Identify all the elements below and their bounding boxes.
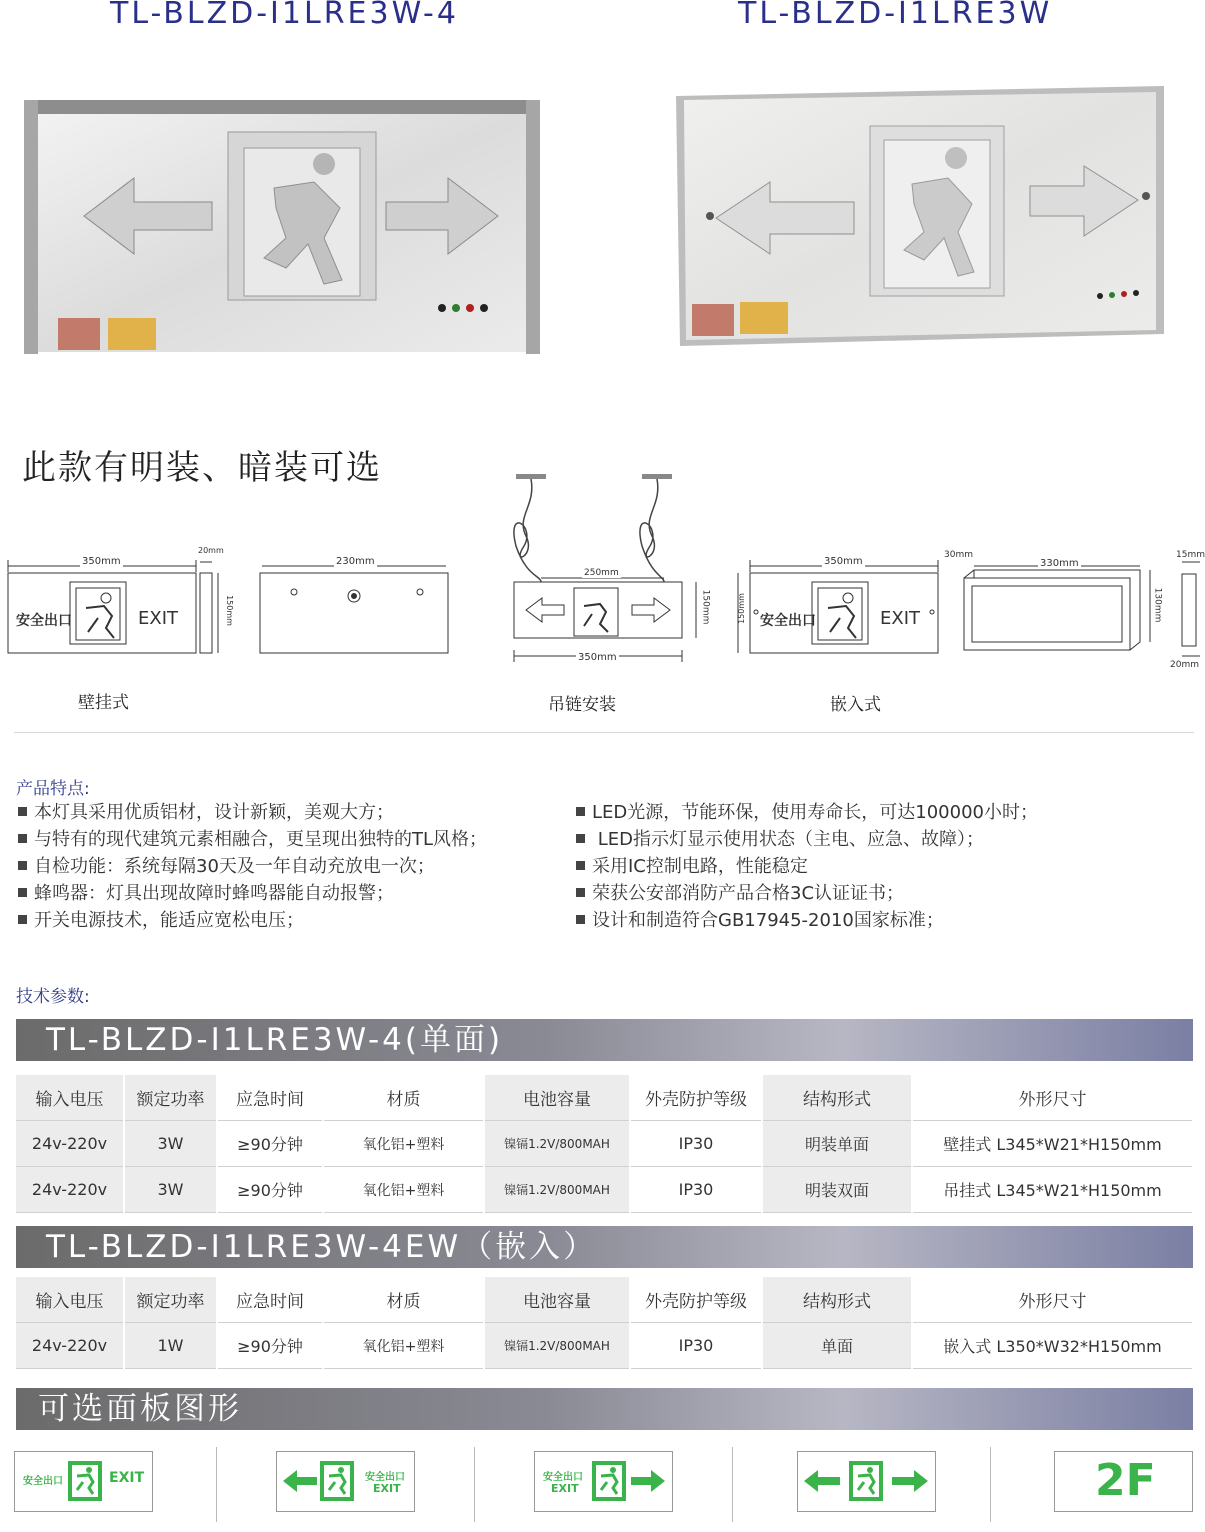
header-cell: 输入电压: [16, 1075, 124, 1121]
table-cell: 壁挂式 L345*W21*H150mm: [912, 1121, 1193, 1167]
table-cell: 氧化铝+塑料: [323, 1323, 484, 1369]
spec-table-2: [16, 1277, 1194, 1369]
panel-divider: [474, 1447, 475, 1522]
bullet-icon: [576, 834, 585, 843]
table-cell: 24v-220v: [16, 1323, 124, 1369]
running-man-icon: [67, 1460, 103, 1502]
chain-mount-diagram: [496, 466, 716, 672]
chain-mount-label: 吊链安装: [548, 695, 616, 715]
bullet-icon: [576, 861, 585, 870]
wall-dim-depth: 20mm: [198, 546, 224, 555]
table-header-row: [16, 1277, 1193, 1323]
running-man-icon: [848, 1460, 884, 1502]
wall-dim-height: 150mm: [224, 595, 234, 626]
table-cell: 1W: [124, 1323, 217, 1369]
panel-divider: [216, 1447, 217, 1522]
table-cell: 单面: [762, 1323, 912, 1369]
table-cell: 3W: [124, 1121, 217, 1167]
feature-item: LED光源，节能环保，使用寿命长，可达100000小时；: [576, 799, 1176, 826]
feature-item: LED指示灯显示使用状态（主电、应急、故障）；: [576, 826, 1176, 853]
feature-item: 开关电源技术，能适应宽松电压；: [18, 907, 578, 934]
embedded-dim-height: 150mm: [736, 593, 746, 624]
table-row: [16, 1167, 1193, 1213]
arrow-left-icon: [804, 1470, 840, 1492]
panel-sign-cn: 安全出口: [543, 1472, 583, 1483]
panel-floor-number: 2F: [1095, 1455, 1156, 1506]
feature-item: 设计和制造符合GB17945-2010国家标准；: [576, 907, 1176, 934]
table-cell: IP30: [630, 1167, 762, 1213]
panels-title: 可选面板图形: [38, 1391, 242, 1427]
embedded-dim-width: 350mm: [824, 556, 863, 567]
feature-item: 本灯具采用优质铝材，设计新颖，美观大方；: [18, 799, 578, 826]
bullet-icon: [18, 834, 27, 843]
feature-item: 蜂鸣器：灯具出现故障时蜂鸣器能自动报警；: [18, 880, 578, 907]
table-cell: 3W: [124, 1167, 217, 1213]
header-cell: 应急时间: [217, 1277, 323, 1323]
panel-sign-en: EXIT: [109, 1470, 145, 1486]
embedded-label: 嵌入式: [830, 695, 881, 715]
bullet-icon: [18, 915, 27, 924]
table-cell: 镍镉1.2V/800MAH: [484, 1167, 630, 1213]
features-label: 产品特点:: [16, 779, 90, 799]
table-cell: IP30: [630, 1323, 762, 1369]
feature-item: 自检功能：系统每隔30天及一年自动充放电一次；: [18, 853, 578, 880]
panel-option-2: [276, 1451, 415, 1512]
panel-divider: [732, 1447, 733, 1522]
table1-title-band: [16, 1019, 1193, 1061]
install-heading: 此款有明装、暗装可选: [22, 448, 382, 488]
header-cell: 额定功率: [124, 1075, 217, 1121]
embedded-dim-side-bottom: 20mm: [1170, 660, 1199, 670]
table-cell: ≥90分钟: [217, 1167, 323, 1213]
bullet-icon: [576, 807, 585, 816]
panel-divider: [990, 1447, 991, 1522]
panels-title-band: [16, 1388, 1193, 1430]
panel-sign-en: EXIT: [373, 1482, 401, 1495]
features-right-list: [576, 799, 1176, 934]
wall-sign-en: EXIT: [138, 608, 179, 629]
divider: [14, 732, 1194, 733]
embedded-sign-cn: 安全出口: [760, 613, 816, 629]
embedded-dim-side-top: 15mm: [1176, 550, 1205, 560]
product-left-model: TL-BLZD-Ⅰ1LRE3W-4: [110, 0, 459, 31]
table-cell: 24v-220v: [16, 1167, 124, 1213]
spec-table-1: [16, 1075, 1194, 1213]
bullet-icon: [18, 888, 27, 897]
table-cell: ≥90分钟: [217, 1121, 323, 1167]
header-cell: 额定功率: [124, 1277, 217, 1323]
table-cell: 24v-220v: [16, 1121, 124, 1167]
table-cell: 氧化铝+塑料: [323, 1121, 484, 1167]
features-left-list: [18, 799, 578, 934]
tech-label: 技术参数:: [16, 987, 90, 1007]
bullet-icon: [18, 807, 27, 816]
running-man-icon: [319, 1460, 355, 1502]
table-cell: 嵌入式 L350*W32*H150mm: [912, 1323, 1193, 1369]
header-cell: 电池容量: [484, 1277, 630, 1323]
table-cell: 镍镉1.2V/800MAH: [484, 1121, 630, 1167]
header-cell: 材质: [323, 1075, 484, 1121]
table-cell: 明装单面: [762, 1121, 912, 1167]
header-cell: 电池容量: [484, 1075, 630, 1121]
header-cell: 外壳防护等级: [630, 1277, 762, 1323]
panel-option-5: [1054, 1451, 1193, 1512]
wall-dim-width: 350mm: [82, 556, 121, 567]
panel-option-4: [797, 1451, 936, 1512]
embedded-sign-en: EXIT: [880, 608, 921, 629]
table-row: [16, 1323, 1193, 1369]
running-man-icon: [591, 1460, 627, 1502]
header-cell: 结构形式: [762, 1075, 912, 1121]
header-cell: 输入电压: [16, 1277, 124, 1323]
embedded-dim-frame-width: 330mm: [1040, 558, 1079, 569]
embedded-diagram: [730, 548, 1205, 678]
arrow-right-icon: [892, 1470, 928, 1492]
chain-dim-top: 250mm: [584, 568, 619, 578]
table-cell: 氧化铝+塑料: [323, 1167, 484, 1213]
product-left-image: [24, 98, 540, 356]
table1-title: TL-BLZD-Ⅰ1LRE3W-4(单面): [46, 1022, 504, 1058]
header-cell: 应急时间: [217, 1075, 323, 1121]
feature-item: 与特有的现代建筑元素相融合，更呈现出独特的TL风格；: [18, 826, 578, 853]
header-cell: 外形尺寸: [912, 1277, 1193, 1323]
table-cell: ≥90分钟: [217, 1323, 323, 1369]
embedded-dim-frame-height: 130mm: [1152, 587, 1163, 623]
table-cell: 镍镉1.2V/800MAH: [484, 1323, 630, 1369]
arrow-right-icon: [631, 1470, 665, 1492]
bullet-icon: [576, 888, 585, 897]
wall-sign-cn: 安全出口: [16, 613, 72, 629]
feature-item: 荣获公安部消防产品合格3C认证证书；: [576, 880, 1176, 907]
chain-dim-bottom: 350mm: [578, 652, 617, 663]
panel-sign-cn: 安全出口: [23, 1476, 63, 1487]
header-cell: 外形尺寸: [912, 1075, 1193, 1121]
feature-item: 采用IC控制电路，性能稳定: [576, 853, 1176, 880]
chain-dim-height: 150mm: [700, 589, 711, 625]
embedded-dim-frame-depth: 30mm: [944, 550, 973, 560]
header-cell: 结构形式: [762, 1277, 912, 1323]
table-cell: IP30: [630, 1121, 762, 1167]
product-right-model: TL-BLZD-Ⅰ1LRE3W: [738, 0, 1053, 31]
table-cell: 明装双面: [762, 1167, 912, 1213]
panel-sign-en: EXIT: [551, 1482, 579, 1495]
header-cell: 外壳防护等级: [630, 1075, 762, 1121]
table2-title-band: [16, 1226, 1193, 1268]
arrow-left-icon: [283, 1470, 317, 1492]
wall-mount-diagram: [0, 540, 460, 670]
product-right-image: [676, 86, 1164, 348]
wall-dim-back: 230mm: [336, 556, 375, 567]
panel-option-1: [14, 1451, 153, 1512]
table-cell: 吊挂式 L345*W21*H150mm: [912, 1167, 1193, 1213]
panel-sign-cn: 安全出口: [365, 1472, 405, 1483]
table-header-row: [16, 1075, 1193, 1121]
panel-option-3: [534, 1451, 673, 1512]
header-cell: 材质: [323, 1277, 484, 1323]
wall-mount-label: 壁挂式: [78, 693, 129, 713]
table2-title: TL-BLZD-Ⅰ1LRE3W-4EW（嵌入）: [46, 1229, 598, 1265]
table-row: [16, 1121, 1193, 1167]
bullet-icon: [576, 915, 585, 924]
bullet-icon: [18, 861, 27, 870]
